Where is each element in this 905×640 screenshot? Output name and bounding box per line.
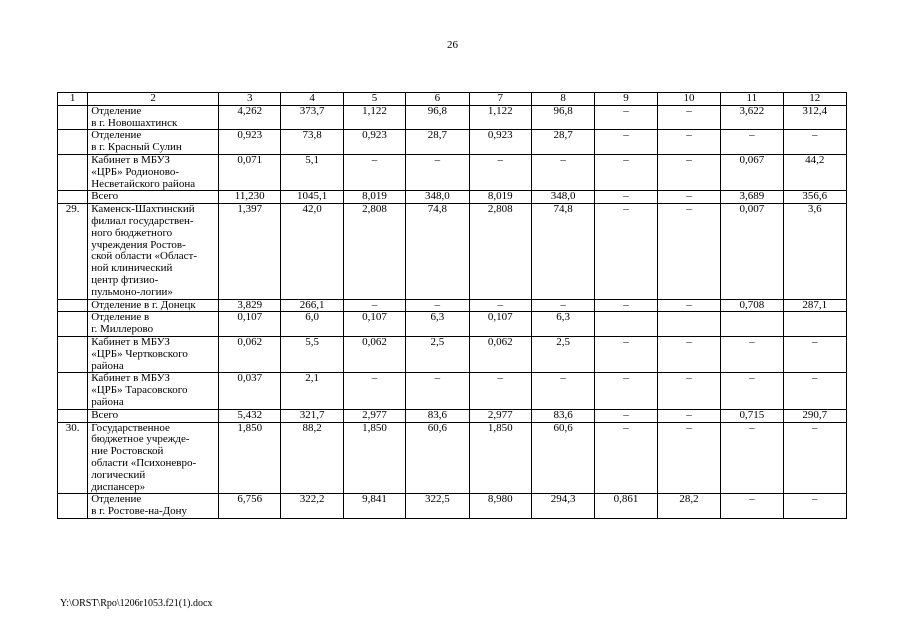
institution-name-cell: Отделение в г. Миллерово (88, 312, 219, 337)
table-body (58, 93, 847, 519)
header-cell: 2 (88, 93, 219, 106)
row-number-cell (58, 154, 88, 190)
value-cell: 5,432 (219, 409, 281, 422)
value-cell: 0,037 (219, 373, 281, 409)
table-row (58, 105, 847, 130)
value-cell: 290,7 (783, 409, 846, 422)
value-cell: 2,977 (469, 409, 531, 422)
value-cell: 2,5 (531, 336, 594, 372)
value-cell: 11,230 (219, 191, 281, 204)
value-cell: 0,007 (721, 204, 783, 299)
row-number-cell (58, 130, 88, 155)
institution-name-cell: Кабинет в МБУЗ «ЦРБ» Тарасовского района (88, 373, 219, 409)
header-cell: 10 (657, 93, 720, 106)
value-cell: – (595, 373, 657, 409)
table-row (58, 336, 847, 372)
value-cell: – (783, 494, 846, 519)
header-cell: 3 (219, 93, 281, 106)
value-cell: – (721, 130, 783, 155)
value-cell (721, 312, 783, 337)
table-row (58, 191, 847, 204)
value-cell: 3,622 (721, 105, 783, 130)
value-cell: – (657, 130, 720, 155)
value-cell: 74,8 (406, 204, 469, 299)
value-cell: 6,756 (219, 494, 281, 519)
value-cell: 0,715 (721, 409, 783, 422)
value-cell: 0,861 (595, 494, 657, 519)
value-cell: 312,4 (783, 105, 846, 130)
row-number-cell (58, 409, 88, 422)
value-cell: 322,2 (281, 494, 343, 519)
value-cell: – (783, 373, 846, 409)
value-cell: 1,850 (469, 422, 531, 494)
value-cell: 1,122 (343, 105, 405, 130)
value-cell: 0,062 (469, 336, 531, 372)
value-cell: – (721, 422, 783, 494)
value-cell: 8,019 (343, 191, 405, 204)
value-cell: – (406, 299, 469, 312)
table-row (58, 299, 847, 312)
page-number: 26 (447, 39, 458, 51)
value-cell: – (595, 336, 657, 372)
value-cell: – (657, 191, 720, 204)
value-cell: 1,397 (219, 204, 281, 299)
institution-name-cell: Государственное бюджетное учрежде- ние Ростовской области «Психоневро- логический диспансер» (88, 422, 219, 494)
value-cell: 88,2 (281, 422, 343, 494)
table-row (58, 494, 847, 519)
value-cell: 0,062 (343, 336, 405, 372)
value-cell: 0,923 (343, 130, 405, 155)
table-header-row (58, 93, 847, 106)
value-cell: – (469, 154, 531, 190)
row-number-cell (58, 494, 88, 519)
value-cell: – (657, 336, 720, 372)
value-cell: – (343, 373, 405, 409)
value-cell (783, 312, 846, 337)
value-cell: – (595, 154, 657, 190)
value-cell: 3,829 (219, 299, 281, 312)
value-cell: 83,6 (406, 409, 469, 422)
value-cell: 5,5 (281, 336, 343, 372)
data-table (57, 92, 847, 519)
value-cell: 28,7 (531, 130, 594, 155)
value-cell: 60,6 (406, 422, 469, 494)
value-cell: 5,1 (281, 154, 343, 190)
row-number-cell: 30. (58, 422, 88, 494)
value-cell: – (657, 409, 720, 422)
row-number-cell (58, 299, 88, 312)
value-cell: – (721, 373, 783, 409)
value-cell: – (657, 373, 720, 409)
row-number-cell: 29. (58, 204, 88, 299)
value-cell: – (531, 154, 594, 190)
value-cell: 294,3 (531, 494, 594, 519)
header-cell: 9 (595, 93, 657, 106)
header-cell: 11 (721, 93, 783, 106)
table-row (58, 422, 847, 494)
value-cell: 2,977 (343, 409, 405, 422)
value-cell: 0,062 (219, 336, 281, 372)
table-row (58, 373, 847, 409)
value-cell: 28,2 (657, 494, 720, 519)
value-cell: 266,1 (281, 299, 343, 312)
value-cell: 83,6 (531, 409, 594, 422)
value-cell: – (783, 130, 846, 155)
value-cell: 0,107 (343, 312, 405, 337)
value-cell: – (343, 154, 405, 190)
value-cell: – (721, 336, 783, 372)
value-cell: 322,5 (406, 494, 469, 519)
value-cell: 3,689 (721, 191, 783, 204)
value-cell: – (657, 154, 720, 190)
table-row (58, 130, 847, 155)
institution-name-cell: Отделение в г. Новошахтинск (88, 105, 219, 130)
value-cell (657, 312, 720, 337)
value-cell: – (595, 409, 657, 422)
value-cell: 2,808 (469, 204, 531, 299)
institution-name-cell: Каменск-Шахтинский филиал государствен- ного бюджетного учреждения Ростов- ской области «Област- ной клинический центр фтизио- пульмоно-логии» (88, 204, 219, 299)
row-number-cell (58, 191, 88, 204)
row-number-cell (58, 312, 88, 337)
value-cell: 4,262 (219, 105, 281, 130)
institution-name-cell: Всего (88, 409, 219, 422)
value-cell: 3,6 (783, 204, 846, 299)
header-cell: 5 (343, 93, 405, 106)
header-cell: 4 (281, 93, 343, 106)
value-cell: 9,841 (343, 494, 405, 519)
header-cell: 7 (469, 93, 531, 106)
row-number-cell (58, 373, 88, 409)
value-cell: 42,0 (281, 204, 343, 299)
value-cell: – (531, 373, 594, 409)
value-cell: 0,708 (721, 299, 783, 312)
value-cell: 2,5 (406, 336, 469, 372)
value-cell: 96,8 (531, 105, 594, 130)
value-cell: – (657, 204, 720, 299)
value-cell: 1,850 (219, 422, 281, 494)
file-path-footer: Y:\ORST\Rpo\1206r1053.f21(1).docx (60, 598, 213, 609)
value-cell: 28,7 (406, 130, 469, 155)
header-cell: 6 (406, 93, 469, 106)
value-cell: 1,850 (343, 422, 405, 494)
value-cell: – (595, 130, 657, 155)
value-cell: 2,808 (343, 204, 405, 299)
institution-name-cell: Отделение в г. Красный Сулин (88, 130, 219, 155)
header-cell: 1 (58, 93, 88, 106)
value-cell: 0,923 (469, 130, 531, 155)
value-cell: 6,3 (531, 312, 594, 337)
value-cell: 348,0 (531, 191, 594, 204)
value-cell: – (595, 105, 657, 130)
value-cell: – (595, 204, 657, 299)
value-cell: – (406, 154, 469, 190)
value-cell: 8,980 (469, 494, 531, 519)
row-number-cell (58, 336, 88, 372)
value-cell: 6,3 (406, 312, 469, 337)
value-cell: 44,2 (783, 154, 846, 190)
value-cell: – (721, 494, 783, 519)
value-cell: – (657, 299, 720, 312)
value-cell: 287,1 (783, 299, 846, 312)
value-cell: – (595, 191, 657, 204)
value-cell: 0,107 (469, 312, 531, 337)
value-cell: 0,067 (721, 154, 783, 190)
value-cell: 0,107 (219, 312, 281, 337)
value-cell: – (406, 373, 469, 409)
institution-name-cell: Кабинет в МБУЗ «ЦРБ» Чертковского района (88, 336, 219, 372)
value-cell: 356,6 (783, 191, 846, 204)
table-row (58, 312, 847, 337)
value-cell: – (343, 299, 405, 312)
value-cell: – (595, 422, 657, 494)
value-cell: 348,0 (406, 191, 469, 204)
table-row (58, 154, 847, 190)
value-cell: 0,071 (219, 154, 281, 190)
value-cell: – (469, 299, 531, 312)
value-cell: – (595, 299, 657, 312)
table-row (58, 204, 847, 299)
value-cell: 74,8 (531, 204, 594, 299)
value-cell: 60,6 (531, 422, 594, 494)
value-cell: 2,1 (281, 373, 343, 409)
value-cell: 1045,1 (281, 191, 343, 204)
value-cell: – (783, 336, 846, 372)
value-cell (595, 312, 657, 337)
header-cell: 12 (783, 93, 846, 106)
value-cell: – (469, 373, 531, 409)
value-cell: – (531, 299, 594, 312)
value-cell: 0,923 (219, 130, 281, 155)
value-cell: – (657, 105, 720, 130)
value-cell: 373,7 (281, 105, 343, 130)
institution-name-cell: Отделение в г. Донецк (88, 299, 219, 312)
institution-name-cell: Отделение в г. Ростове-на-Дону (88, 494, 219, 519)
header-cell: 8 (531, 93, 594, 106)
value-cell: – (657, 422, 720, 494)
value-cell: 73,8 (281, 130, 343, 155)
value-cell: 96,8 (406, 105, 469, 130)
value-cell: 1,122 (469, 105, 531, 130)
row-number-cell (58, 105, 88, 130)
institution-name-cell: Кабинет в МБУЗ «ЦРБ» Родионово- Несветайского района (88, 154, 219, 190)
value-cell: – (783, 422, 846, 494)
value-cell: 6,0 (281, 312, 343, 337)
value-cell: 8,019 (469, 191, 531, 204)
table-row (58, 409, 847, 422)
institution-name-cell: Всего (88, 191, 219, 204)
value-cell: 321,7 (281, 409, 343, 422)
